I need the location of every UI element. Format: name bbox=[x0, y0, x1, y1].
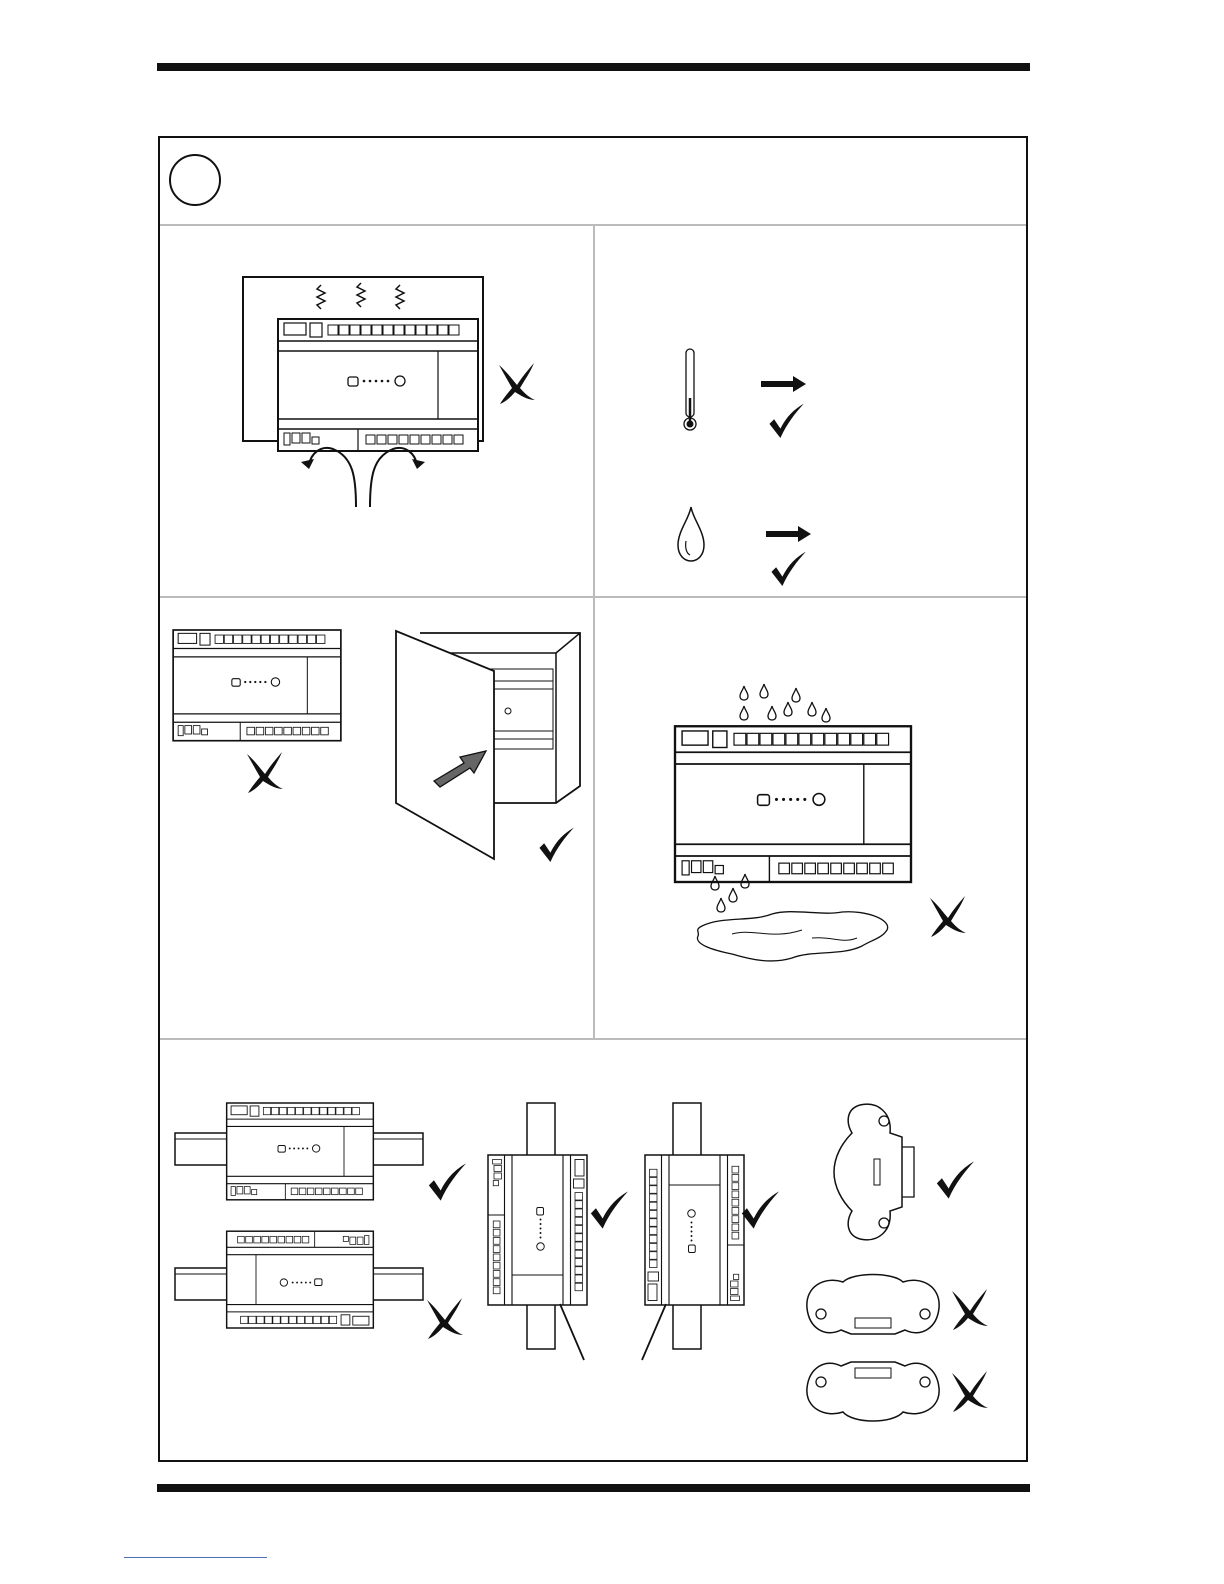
droplet-icon bbox=[676, 505, 706, 565]
side-profile-icon bbox=[832, 1103, 928, 1241]
arrow-right-icon bbox=[766, 526, 812, 542]
check-icon bbox=[766, 550, 816, 586]
thermometer-icon bbox=[683, 348, 697, 432]
check-icon bbox=[764, 402, 814, 438]
side-profile-icon bbox=[805, 1350, 941, 1428]
bottom-rule bbox=[157, 1484, 1030, 1492]
heat-wave-icon bbox=[396, 285, 404, 309]
airflow-arrows-icon bbox=[309, 448, 356, 507]
check-icon bbox=[534, 826, 584, 862]
check-icon bbox=[738, 1188, 788, 1232]
arrow-right-icon bbox=[761, 376, 807, 392]
check-icon bbox=[587, 1188, 637, 1232]
cross-icon bbox=[497, 365, 537, 405]
cross-icon bbox=[425, 1300, 465, 1340]
controller-device-icon bbox=[226, 1103, 374, 1191]
check-icon bbox=[425, 1160, 475, 1204]
controller-device-icon bbox=[496, 1155, 588, 1305]
cross-icon bbox=[928, 898, 968, 938]
ventilation-illustration bbox=[243, 277, 483, 517]
heat-wave-icon bbox=[357, 283, 365, 307]
water-drops-icon bbox=[730, 684, 840, 724]
column-divider bbox=[593, 226, 595, 1038]
controller-device-icon bbox=[278, 319, 478, 451]
footer-link-underline bbox=[124, 1557, 267, 1558]
heat-wave-icon bbox=[317, 285, 325, 309]
cross-icon bbox=[950, 1373, 990, 1413]
controller-device-icon bbox=[173, 630, 341, 734]
step-number-circle bbox=[169, 154, 221, 206]
controller-device-icon bbox=[644, 1155, 736, 1305]
cross-icon bbox=[245, 754, 285, 794]
controller-device-icon bbox=[675, 726, 911, 874]
airflow-arrows-icon bbox=[370, 448, 417, 507]
pointer-lines bbox=[560, 1300, 670, 1362]
puddle-icon bbox=[692, 908, 898, 966]
cross-icon bbox=[950, 1291, 990, 1331]
row-divider-2 bbox=[160, 1038, 1026, 1040]
check-icon bbox=[933, 1158, 983, 1202]
top-rule bbox=[157, 63, 1030, 71]
side-profile-icon bbox=[805, 1268, 941, 1346]
controller-device-icon bbox=[226, 1240, 374, 1328]
